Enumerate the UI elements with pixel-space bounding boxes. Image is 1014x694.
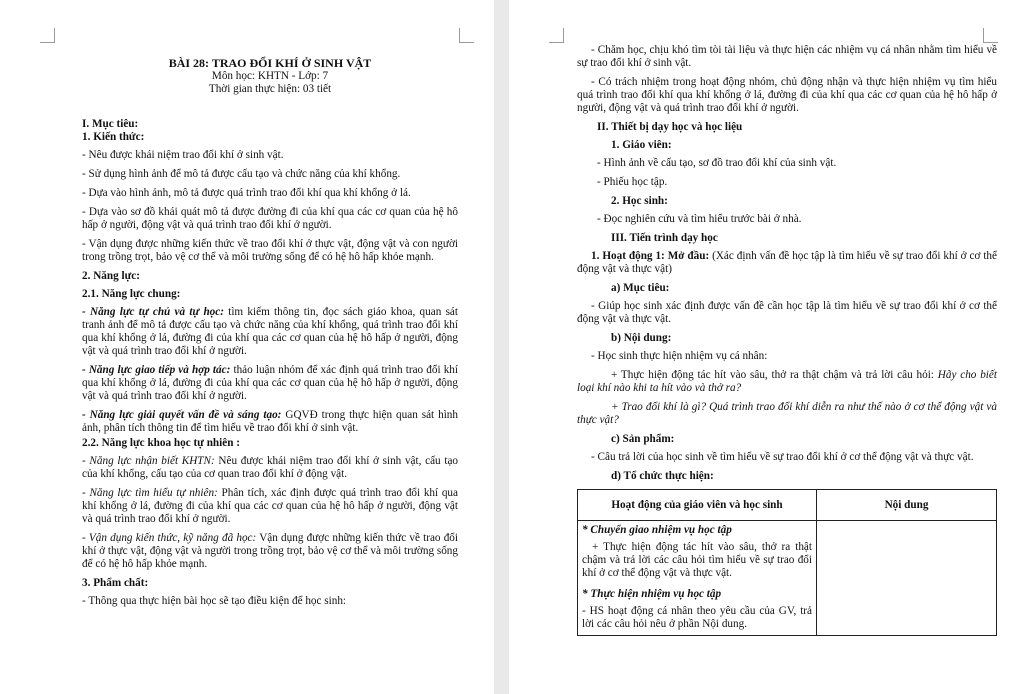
step-text: - HS hoạt động cá nhân theo yêu cầu của GV, trả lời các câu hỏi nêu ở phần Nội dung. (582, 605, 812, 630)
table-cell (817, 521, 997, 636)
table-header-content: Nội dung (817, 490, 997, 521)
student-item: - Đọc nghiên cứu và tìm hiểu trước bài ở nhà. (597, 213, 802, 225)
crop-mark (40, 28, 55, 43)
heading-knowledge: 1. Kiến thức: (82, 131, 145, 143)
knowledge-item: - Vận dụng được những kiến thức về trao đổi khí ở thực vật, động vật và con người trong trồng trọt, bảo vệ cơ thể và môi trường sống để có hệ hô hấp khỏe mạnh. (82, 238, 458, 263)
activity-table (577, 489, 997, 636)
heading-process: III. Tiến trình dạy học (611, 232, 718, 244)
heading-organize-d: d) Tổ chức thực hiện: (611, 470, 714, 482)
crop-mark (549, 28, 564, 43)
step-text: + Thực hiện động tác hít vào sâu, thở ra thật chậm và trả lời các câu hỏi tìm hiểu về sự trao đổi khí ở cơ thể động vật và thực vật. (582, 541, 812, 579)
heading-teacher: 1. Giáo viên: (611, 139, 672, 151)
right-page-text (577, 44, 997, 636)
heading-objectives: I. Mục tiêu: (82, 118, 139, 130)
content-item: + Thực hiện động tác hít vào sâu, thở ra thật chậm và trả lời câu hỏi: Hãy cho biết loại khí nào khi ta hít vào và thở ra? (577, 369, 997, 394)
heading-objective-a: a) Mục tiêu: (611, 282, 670, 294)
left-page-text (82, 57, 458, 614)
knowledge-item: - Dựa vào hình ảnh, mô tả được quá trình trao đổi khí qua khí khổng ở lá. (82, 187, 411, 199)
science-competency-item: - Năng lực nhận biết KHTN: Nêu được khái niệm trao đổi khí ở sinh vật, cấu tạo của khí khổng, cấu tạo của cơ quan trao đổi khí ở động vật. (82, 455, 459, 480)
knowledge-item: - Nêu được khái niệm trao đổi khí ở sinh vật. (82, 149, 284, 161)
science-competency-item: - Năng lực tìm hiểu tự nhiên: Phân tích, xác định được quá trình trao đổi khí qua khí khổng ở lá, đường đi của khí qua các cơ quan của hệ hô hấp ở người, động vật và quá trình trao đổi khí ở người. (82, 487, 458, 525)
subject-line: Môn học: KHTN - Lớp: 7 (211, 70, 329, 82)
competency-item: - Năng lực giải quyết vấn đề và sáng tạo: GQVĐ trong thực hiện quan sát hình ảnh, phân tích thông tin để tìm hiểu về trao đổi khí ở sinh vật. (82, 409, 458, 434)
knowledge-item: - Dựa vào sơ đồ khái quát mô tả được đường đi của khí qua các cơ quan của hệ hô hấp ở người, động vật và quá trình trao đổi khí ở người. (82, 206, 458, 231)
heading-general-competency: 2.1. Năng lực chung: (82, 288, 181, 300)
time-line: Thời gian thực hiện: 03 tiết (208, 83, 332, 95)
teacher-item: - Hình ảnh về cấu tạo, sơ đồ trao đổi khí của sinh vật. (597, 157, 837, 169)
lesson-title: BÀI 28: TRAO ĐỔI KHÍ Ở SINH VẬT (168, 56, 372, 70)
knowledge-item: - Sử dụng hình ảnh để mô tả được cấu tạo và chức năng của khí khổng. (82, 168, 401, 180)
table-row (578, 521, 997, 636)
competency-item: - Năng lực giao tiếp và hợp tác: thảo luận nhóm để xác định quá trình trao đổi khí qua khí khổng ở lá, đường đi của khí qua các cơ quan của hệ hô hấp ở người, động vật và quá trình trao đổi khí ở người. (82, 364, 458, 402)
heading-qualities: 3. Phẩm chất: (82, 577, 149, 589)
table-header-activity: Hoạt động của giáo viên và học sinh (578, 490, 817, 521)
qualities-item: - Có trách nhiệm trong hoạt động nhóm, chủ động nhận và thực hiện nhiệm vụ tìm hiểu quá trình trao đổi khí qua khí khổng ở lá, đường đi của khí qua các cơ quan của hệ hô hấp ở người, động vật và quá trình trao đổi khí ở người. (577, 76, 997, 114)
activity-1: 1. Hoạt động 1: Mở đầu: (Xác định vấn đề học tập là tìm hiểu về sự trao đổi khí ở cơ thể động vật và thực vật) (577, 250, 997, 275)
heading-competency: 2. Năng lực: (82, 270, 140, 282)
content-item: - Học sinh thực hiện nhiệm vụ cá nhân: (591, 350, 768, 362)
objective-item: - Giúp học sinh xác định được vấn đề cần học tập là tìm hiểu về sự trao đổi khí ở cơ thể động vật và thực vật. (577, 300, 997, 325)
right-page (509, 0, 1014, 694)
teacher-item: - Phiếu học tập. (597, 176, 668, 188)
step-title: * Chuyển giao nhiệm vụ học tập (582, 524, 732, 536)
heading-content-b: b) Nội dung: (611, 332, 672, 344)
heading-science-competency: 2.2. Năng lực khoa học tự nhiên : (82, 437, 240, 449)
science-competency-item: - Vận dụng kiến thức, kỹ năng đã học: Vận dụng được những kiến thức về trao đổi khí ở thực vật, động vật và người trong trồng trọt, bảo vệ cơ thể và môi trường sống để có hệ hô hấp khỏe mạnh. (82, 532, 458, 570)
crop-mark (983, 28, 998, 43)
heading-equipment: II. Thiết bị dạy học và học liệu (597, 121, 743, 133)
step-title: * Thực hiện nhiệm vụ học tập (582, 588, 722, 600)
product-item: - Câu trả lời của học sinh về tìm hiểu về sự trao đổi khí ở cơ thể động vật và thực vật. (591, 451, 974, 463)
table-cell (578, 521, 817, 636)
heading-student: 2. Học sinh: (611, 195, 668, 207)
heading-product-c: c) Sản phẩm: (611, 433, 675, 445)
left-page (0, 0, 494, 694)
qualities-item: - Chăm học, chịu khó tìm tòi tài liệu và thực hiện các nhiệm vụ cá nhân nhằm tìm hiểu về sự trao đổi khí ở sinh vật. (577, 44, 997, 69)
content-item: + Trao đổi khí là gì? Quá trình trao đổi khí diễn ra như thế nào ở cơ thể động vật và thực vật? (577, 401, 997, 426)
qualities-item: - Thông qua thực hiện bài học sẽ tạo điều kiện để học sinh: (82, 595, 347, 607)
competency-item: - Năng lực tự chủ và tự học: tìm kiếm thông tin, đọc sách giáo khoa, quan sát tranh ảnh để mô tả được cấu tạo và chức năng của khí khổng, quá trình trao đổi khí qua khí khổng ở lá, đường đi của khí qua các cơ quan của hệ hô hấp ở người, động vật và quá trình trao đổi khí ở người. (82, 306, 458, 357)
crop-mark (459, 28, 474, 43)
